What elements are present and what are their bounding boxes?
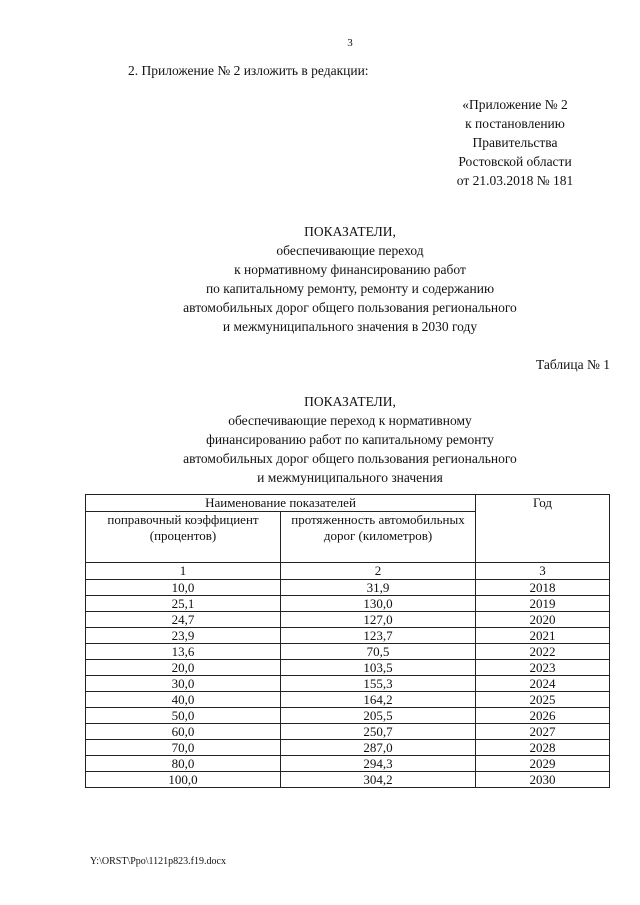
col-number: 1 [86,563,281,580]
length-cell: 31,9 [281,580,476,596]
indicators-table [85,494,610,788]
coef-cell: 25,1 [86,596,281,612]
length-cell: 70,5 [281,644,476,660]
table-row [86,612,610,628]
length-cell: 164,2 [281,692,476,708]
group-header: Наименование показателей [86,495,476,512]
length-header: протяженность автомобильных дорог (километров) [281,512,476,563]
coef-cell: 80,0 [86,756,281,772]
table-row [86,644,610,660]
coef-header: поправочный коэффициент (процентов) [86,512,281,563]
year-cell: 2021 [476,628,610,644]
length-cell: 287,0 [281,740,476,756]
coef-cell: 60,0 [86,724,281,740]
coef-cell: 13,6 [86,644,281,660]
year-cell: 2029 [476,756,610,772]
year-cell: 2024 [476,676,610,692]
heading-line: обеспечивающие переход [276,243,424,258]
col-number: 2 [281,563,476,580]
year-cell: 2023 [476,660,610,676]
appendix-line: к постановлению [465,116,565,131]
year-cell: 2026 [476,708,610,724]
table-row [86,580,610,596]
year-cell: 2022 [476,644,610,660]
table-heading [100,392,600,487]
length-cell: 127,0 [281,612,476,628]
heading-line: автомобильных дорог общего пользования регионального [183,451,517,466]
appendix-note [430,95,600,190]
intro-line: 2. Приложение № 2 изложить в редакции: [128,63,369,78]
table-row [86,676,610,692]
length-cell: 103,5 [281,660,476,676]
heading-line: автомобильных дорог общего пользования регионального [183,300,517,315]
heading-line: ПОКАЗАТЕЛИ, [304,224,396,239]
coef-cell: 20,0 [86,660,281,676]
heading-line: и межмуниципального значения [257,470,443,485]
table-row [86,740,610,756]
col-number: 3 [476,563,610,580]
length-cell: 294,3 [281,756,476,772]
coef-cell: 30,0 [86,676,281,692]
page-number: 3 [347,37,353,49]
length-cell: 155,3 [281,676,476,692]
year-cell: 2019 [476,596,610,612]
coef-cell: 24,7 [86,612,281,628]
length-cell: 304,2 [281,772,476,788]
heading-line: и межмуниципального значения в 2030 году [222,319,478,334]
length-cell: 250,7 [281,724,476,740]
year-cell: 2028 [476,740,610,756]
heading-line: обеспечивающие переход к нормативному [228,413,472,428]
table-label: Таблица № 1 [536,357,610,372]
appendix-line: Ростовской области [458,154,572,169]
length-cell: 130,0 [281,596,476,612]
year-cell: 2030 [476,772,610,788]
heading-line: к нормативному финансированию работ [234,262,466,277]
table-row [86,596,610,612]
coef-cell: 10,0 [86,580,281,596]
year-cell: 2027 [476,724,610,740]
length-cell: 205,5 [281,708,476,724]
heading-line: финансированию работ по капитальному ремонту [206,432,494,447]
footer-file-path: Y:\ORST\Ppo\1121p823.f19.docx [90,856,226,867]
table-row [86,708,610,724]
year-cell: 2020 [476,612,610,628]
table-row [86,724,610,740]
table-row [86,692,610,708]
year-header: Год [476,495,610,563]
year-cell: 2025 [476,692,610,708]
appendix-line: от 21.03.2018 № 181 [456,173,574,188]
heading-line: ПОКАЗАТЕЛИ, [304,394,396,409]
appendix-line: Правительства [472,135,558,150]
coef-cell: 23,9 [86,628,281,644]
coef-cell: 70,0 [86,740,281,756]
coef-cell: 100,0 [86,772,281,788]
table-row [86,660,610,676]
year-cell: 2018 [476,580,610,596]
coef-cell: 40,0 [86,692,281,708]
length-cell: 123,7 [281,628,476,644]
coef-cell: 50,0 [86,708,281,724]
table-row [86,772,610,788]
table-row [86,756,610,772]
heading-line: по капитальному ремонту, ремонту и содержанию [205,281,495,296]
table-row [86,628,610,644]
appendix-line: «Приложение № 2 [462,97,568,112]
main-heading [100,222,600,336]
